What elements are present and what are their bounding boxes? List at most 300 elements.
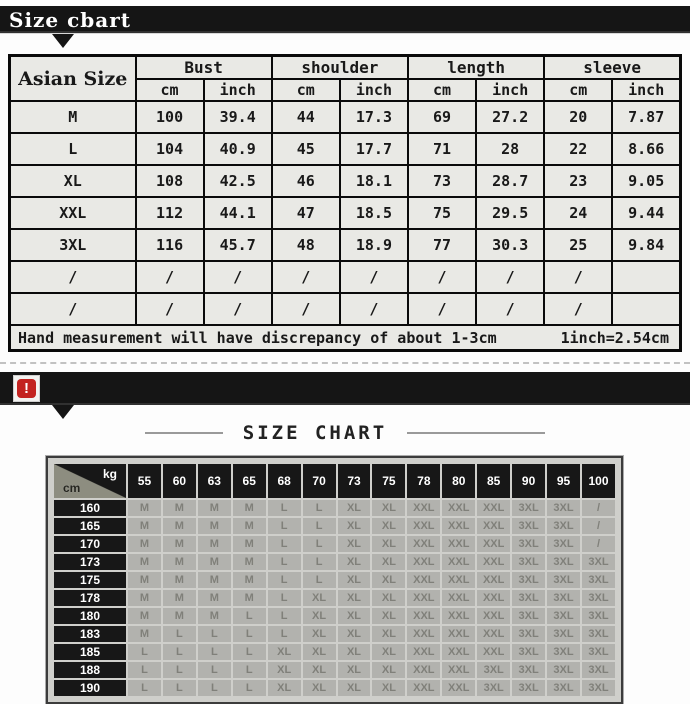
height-label: 190 [54,680,126,696]
recommended-size: M [233,590,266,606]
recommended-size: L [268,536,301,552]
recommended-size: 3XL [582,626,615,642]
recommended-size: XL [372,626,405,642]
measurement-value: / [204,261,272,293]
recommended-size: M [233,500,266,516]
unit-header: inch [340,79,408,101]
weight-header: 95 [547,464,580,498]
recommended-size: 3XL [512,500,545,516]
recommended-size: 3XL [512,626,545,642]
measurement-value: / [544,261,612,293]
weight-header: 63 [198,464,231,498]
weight-header: 68 [268,464,301,498]
weight-header: 100 [582,464,615,498]
recommended-size: M [233,536,266,552]
recommended-size: XL [338,608,371,624]
height-row [54,500,615,516]
size-label: XXL [10,197,136,229]
recommended-size: XL [303,662,336,678]
height-label: 185 [54,644,126,660]
weight-header: 78 [407,464,440,498]
measurement-value: 42.5 [204,165,272,197]
recommended-size: L [163,662,196,678]
recommended-size: 3XL [512,590,545,606]
measurement-value: 8.66 [612,133,680,165]
measurement-value: 9.84 [612,229,680,261]
height-row [54,572,615,588]
measurement-value: 24 [544,197,612,229]
column-group-header: Bust [136,56,272,80]
measurement-value: 39.4 [204,101,272,133]
top-banner [0,6,690,34]
notice-pointer-triangle [52,405,74,419]
height-row [54,554,615,570]
weight-header: 80 [442,464,475,498]
measurement-value: 17.3 [340,101,408,133]
recommended-size: XXL [442,518,475,534]
measurement-value: 28 [476,133,544,165]
kg-label: kg [102,467,117,481]
recommended-size: XXL [477,626,510,642]
recommended-size: L [268,554,301,570]
recommended-size: XXL [477,590,510,606]
measurement-value: / [136,261,204,293]
recommended-size: L [198,626,231,642]
recommended-size: XXL [477,644,510,660]
measurement-value: 9.05 [612,165,680,197]
measurement-value: 73 [408,165,476,197]
recommended-size: / [582,500,615,516]
measurement-value: 22 [544,133,612,165]
recommended-size: XL [338,518,371,534]
column-group-header: length [408,56,544,80]
recommended-size: XXL [407,608,440,624]
recommended-size: XXL [407,644,440,660]
recommended-size: 3XL [512,608,545,624]
weight-header: 65 [233,464,266,498]
height-label: 178 [54,590,126,606]
recommended-size: XL [338,626,371,642]
recommended-size: XXL [407,554,440,570]
recommended-size: XXL [442,626,475,642]
recommended-size: L [303,572,336,588]
recommended-size: 3XL [582,608,615,624]
unit-header: inch [204,79,272,101]
height-weight-table [52,462,617,698]
size-row [10,101,681,133]
measurement-value: 29.5 [476,197,544,229]
recommended-size: XXL [442,644,475,660]
size-row [10,261,681,293]
measurement-value: 45 [272,133,340,165]
recommended-size: M [163,608,196,624]
recommended-size: XL [268,644,301,660]
recommended-size: XXL [407,662,440,678]
recommended-size: 3XL [582,644,615,660]
measurement-value: 27.2 [476,101,544,133]
recommended-size: XL [338,536,371,552]
recommended-size: XL [268,680,301,696]
note-right-text: 1inch=2.54cm [560,328,669,347]
recommended-size: XL [338,572,371,588]
recommended-size: 3XL [512,644,545,660]
measurement-note [10,325,681,351]
height-row [54,608,615,624]
recommended-size: L [128,680,161,696]
recommended-size: L [233,644,266,660]
recommended-size: 3XL [512,572,545,588]
measurement-value [612,293,680,325]
size-label: XL [10,165,136,197]
unit-header: inch [612,79,680,101]
measurement-value: 69 [408,101,476,133]
measurement-value: 71 [408,133,476,165]
recommended-size: XL [338,590,371,606]
unit-header: cm [136,79,204,101]
recommended-size: XL [372,662,405,678]
unit-header: inch [476,79,544,101]
measurement-value: 108 [136,165,204,197]
recommended-size: XL [268,662,301,678]
recommended-size: 3XL [512,662,545,678]
measurement-value: 112 [136,197,204,229]
measurement-value: 18.1 [340,165,408,197]
recommended-size: XL [303,590,336,606]
recommended-size: L [268,500,301,516]
measurement-value: / [340,261,408,293]
recommended-size: L [268,572,301,588]
recommended-size: M [128,536,161,552]
notice-banner [0,372,690,405]
recommended-size: XXL [442,554,475,570]
measurement-value: 40.9 [204,133,272,165]
measurement-value: 45.7 [204,229,272,261]
measurement-value: / [476,261,544,293]
measurement-value: 9.44 [612,197,680,229]
recommended-size: L [233,662,266,678]
recommended-size: L [163,680,196,696]
recommended-size: XXL [407,572,440,588]
recommended-size: L [163,626,196,642]
recommended-size: 3XL [547,590,580,606]
recommended-size: XL [372,554,405,570]
measurement-value: 28.7 [476,165,544,197]
recommended-size: XL [303,644,336,660]
recommended-size: XL [372,644,405,660]
height-label: 183 [54,626,126,642]
recommended-size: 3XL [582,554,615,570]
height-row [54,662,615,678]
recommended-size: 3XL [547,536,580,552]
recommended-size: XL [372,608,405,624]
recommended-size: XXL [407,680,440,696]
note-wrap [11,329,679,347]
recommended-size: M [198,518,231,534]
size-row [10,293,681,325]
measurement-value: 18.5 [340,197,408,229]
asian-size-table [8,54,682,352]
height-row [54,680,615,696]
recommended-size: 3XL [547,608,580,624]
recommended-size: M [198,572,231,588]
size-label: M [10,101,136,133]
measurement-value: 44 [272,101,340,133]
measurement-value: / [272,261,340,293]
weight-header: 70 [303,464,336,498]
title-rule-right [407,432,545,434]
recommended-size: M [163,536,196,552]
recommended-size: M [233,572,266,588]
height-row [54,518,615,534]
recommended-size: XXL [442,662,475,678]
recommended-size: L [128,662,161,678]
title-rule-left [145,432,223,434]
size-row [10,229,681,261]
note-left-text: Hand measurement will have discrepancy of about 1-3cm [18,328,497,347]
recommended-size: L [163,644,196,660]
recommended-size: M [198,590,231,606]
height-weight-chart-frame [46,456,623,704]
recommended-size: XL [338,500,371,516]
height-label: 160 [54,500,126,516]
height-row [54,536,615,552]
recommended-size: L [268,590,301,606]
height-label: 165 [54,518,126,534]
measurement-value: 17.7 [340,133,408,165]
recommended-size: M [198,500,231,516]
recommended-size: 3XL [477,680,510,696]
recommended-size: / [582,518,615,534]
recommended-size: XXL [477,608,510,624]
recommended-size: XL [303,626,336,642]
note-row [10,325,681,351]
recommended-size: L [303,518,336,534]
measurement-value: / [544,293,612,325]
height-label: 188 [54,662,126,678]
measurement-value: 75 [408,197,476,229]
measurement-value: 20 [544,101,612,133]
notice-pointer-row [0,405,690,418]
measurement-value: / [204,293,272,325]
height-label: 170 [54,536,126,552]
recommended-size: 3XL [582,590,615,606]
recommended-size: 3XL [547,644,580,660]
recommended-size: XXL [442,608,475,624]
size-label: / [10,293,136,325]
recommended-size: XXL [407,626,440,642]
measurement-value: / [476,293,544,325]
recommended-size: L [233,626,266,642]
column-group-header: shoulder [272,56,408,80]
recommended-size: M [163,554,196,570]
weight-header: 55 [128,464,161,498]
weight-header: 60 [163,464,196,498]
recommended-size: XL [372,590,405,606]
recommended-size: XXL [407,518,440,534]
recommended-size: XL [372,518,405,534]
recommended-size: M [128,500,161,516]
measurement-value: 23 [544,165,612,197]
measurement-value: 7.87 [612,101,680,133]
section-title-row [0,421,690,445]
recommended-size: XL [303,608,336,624]
recommended-size: M [128,572,161,588]
recommended-size: M [128,608,161,624]
height-row [54,590,615,606]
column-group-header: sleeve [544,56,680,80]
recommended-size: XL [372,680,405,696]
recommended-size: L [303,500,336,516]
recommended-size: M [128,590,161,606]
recommended-size: XXL [477,554,510,570]
height-row [54,626,615,642]
measurement-value: 104 [136,133,204,165]
recommended-size: L [303,536,336,552]
recommended-size: 3XL [547,554,580,570]
recommended-size: L [198,680,231,696]
measurement-value: 46 [272,165,340,197]
height-row [54,644,615,660]
recommended-size: L [233,608,266,624]
unit-header: cm [408,79,476,101]
recommended-size: L [128,644,161,660]
size-label: / [10,261,136,293]
measurement-value: / [136,293,204,325]
recommended-size: M [128,518,161,534]
recommended-size: M [198,608,231,624]
recommended-size: L [303,554,336,570]
recommended-size: XXL [477,500,510,516]
weight-header: 75 [372,464,405,498]
weight-header: 90 [512,464,545,498]
weight-header: 73 [338,464,371,498]
measurement-value: / [408,261,476,293]
measurement-value: 30.3 [476,229,544,261]
recommended-size: M [163,518,196,534]
measurement-value: 47 [272,197,340,229]
recommended-size: M [163,590,196,606]
warning-icon [13,375,40,402]
recommended-size: XL [372,500,405,516]
dashed-divider [0,362,690,364]
recommended-size: XXL [442,590,475,606]
measurement-value: 25 [544,229,612,261]
recommended-size: XL [338,554,371,570]
recommended-size: XXL [407,536,440,552]
height-label: 180 [54,608,126,624]
section-title: SIZE CHART [242,422,388,444]
measurement-value: / [272,293,340,325]
exclamation-icon: ! [17,379,36,398]
recommended-size: XXL [442,572,475,588]
measurement-value: 77 [408,229,476,261]
cm-label: cm [63,481,81,495]
unit-header: cm [544,79,612,101]
recommended-size: / [582,536,615,552]
recommended-size: 3XL [547,518,580,534]
page-title: Size cbart [9,7,131,32]
recommended-size: 3XL [582,572,615,588]
recommended-size: 3XL [477,662,510,678]
recommended-size: XXL [477,572,510,588]
unit-header: cm [272,79,340,101]
recommended-size: XL [372,536,405,552]
measurement-value: / [408,293,476,325]
measurement-value: 100 [136,101,204,133]
kg-cm-corner [54,464,126,498]
recommended-size: XL [372,572,405,588]
recommended-size: L [198,644,231,660]
recommended-size: XL [338,680,371,696]
recommended-size: 3XL [547,500,580,516]
asian-size-header: Asian Size [10,56,136,102]
recommended-size: 3XL [512,680,545,696]
recommended-size: L [198,662,231,678]
recommended-size: M [233,554,266,570]
recommended-size: XL [338,644,371,660]
recommended-size: 3XL [512,554,545,570]
weight-header-row [54,464,615,498]
recommended-size: XXL [407,590,440,606]
recommended-size: 3XL [512,536,545,552]
size-row [10,165,681,197]
height-label: 175 [54,572,126,588]
recommended-size: 3XL [547,626,580,642]
measurement-value: / [340,293,408,325]
recommended-size: L [233,680,266,696]
recommended-size: M [128,554,161,570]
recommended-size: M [198,554,231,570]
recommended-size: M [233,518,266,534]
measurement-value: 48 [272,229,340,261]
banner-pointer-triangle [52,34,74,48]
size-row [10,197,681,229]
recommended-size: M [198,536,231,552]
recommended-size: M [163,500,196,516]
recommended-size: M [128,626,161,642]
weight-header: 85 [477,464,510,498]
group-header-row [10,56,681,80]
recommended-size: XXL [407,500,440,516]
recommended-size: XL [303,680,336,696]
size-row [10,133,681,165]
recommended-size: 3XL [547,680,580,696]
height-label: 173 [54,554,126,570]
recommended-size: XXL [477,536,510,552]
size-label: 3XL [10,229,136,261]
recommended-size: M [163,572,196,588]
recommended-size: 3XL [582,680,615,696]
recommended-size: 3XL [582,662,615,678]
recommended-size: XXL [442,536,475,552]
recommended-size: XXL [442,500,475,516]
banner-pointer-row [0,34,690,48]
measurement-value: 18.9 [340,229,408,261]
recommended-size: L [268,518,301,534]
recommended-size: L [268,626,301,642]
recommended-size: L [268,608,301,624]
measurement-value: 44.1 [204,197,272,229]
recommended-size: XXL [442,680,475,696]
size-chart-page [0,6,690,704]
recommended-size: XXL [477,518,510,534]
measurement-value [612,261,680,293]
recommended-size: XL [338,662,371,678]
size-label: L [10,133,136,165]
recommended-size: 3XL [512,518,545,534]
recommended-size: 3XL [547,662,580,678]
measurement-value: 116 [136,229,204,261]
